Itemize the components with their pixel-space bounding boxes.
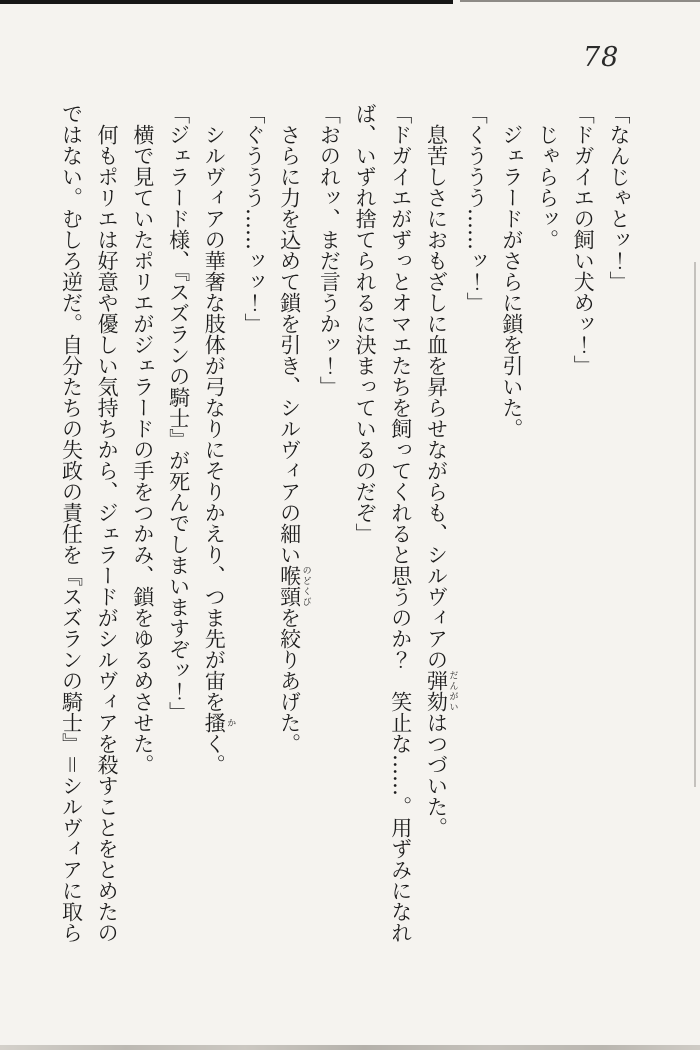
paragraph-1: 「なんじゃとッ！」 xyxy=(607,103,631,292)
furigana-term: 搔 か xyxy=(202,712,236,733)
scan-artifact-right-edge xyxy=(694,262,696,787)
paragraph-11: シルヴィアの華奢な肢体が弓なりにそりかえり、つま先が宙を搔 かく。 xyxy=(202,124,236,775)
paragraph-4: ジェラードがさらに鎖を引いた。 xyxy=(499,124,524,439)
paragraph-7: 「ドガイエがずっとオマエたちを飼ってくれると思うのか？ 笑止な……。用ずみになれば、いずれ捨てられるに決まっているのだぞ」 xyxy=(353,103,413,943)
paragraph-6: 息苦しさにおもざしに血を昇らせながらも、シルヴィアの弾劾 だんがいはつづいた。 xyxy=(424,124,458,838)
page-number: 78 xyxy=(583,42,620,73)
scan-artifact-top-left xyxy=(0,0,453,4)
furigana-term: 喉頸 のどくび xyxy=(277,565,311,607)
paragraph-3: じゃららッ。 xyxy=(535,124,560,250)
paragraph-10: 「ぐううう……ッッ！」 xyxy=(241,103,266,334)
paragraph-13: 横で見ていたポリエがジェラードの手をつかみ、鎖をゆるめさせた。 xyxy=(130,124,155,775)
scan-artifact-bottom-edge xyxy=(0,1045,700,1050)
paragraph-12: 「ジェラード様、『スズランの騎士』が死んでしまいますぞッ！」 xyxy=(166,103,191,723)
paragraph-2: 「ドガイエの飼い犬めッ！」 xyxy=(571,103,596,376)
paragraph-5: 「くううう……ッ！」 xyxy=(464,103,489,313)
paragraph-9: さらに力を込めて鎖を引き、シルヴィアの細い喉頸 のどくびを絞りあげた。 xyxy=(277,124,311,754)
paragraph-8: 「おのれッ、まだ言うかッ！」 xyxy=(317,103,342,397)
scan-artifact-top-right xyxy=(460,0,700,2)
paragraph-14: 何もポリエは好意や優しい気持ちから、ジェラードがシルヴィアを殺すことをとめたのではない。むしろ逆だ。自分たちの失政の責任を『スズランの騎士』＝シルヴィアに取ら xyxy=(59,103,120,943)
furigana-term: 弾劾 だんがい xyxy=(424,670,458,712)
vertical-text-body xyxy=(53,103,636,946)
